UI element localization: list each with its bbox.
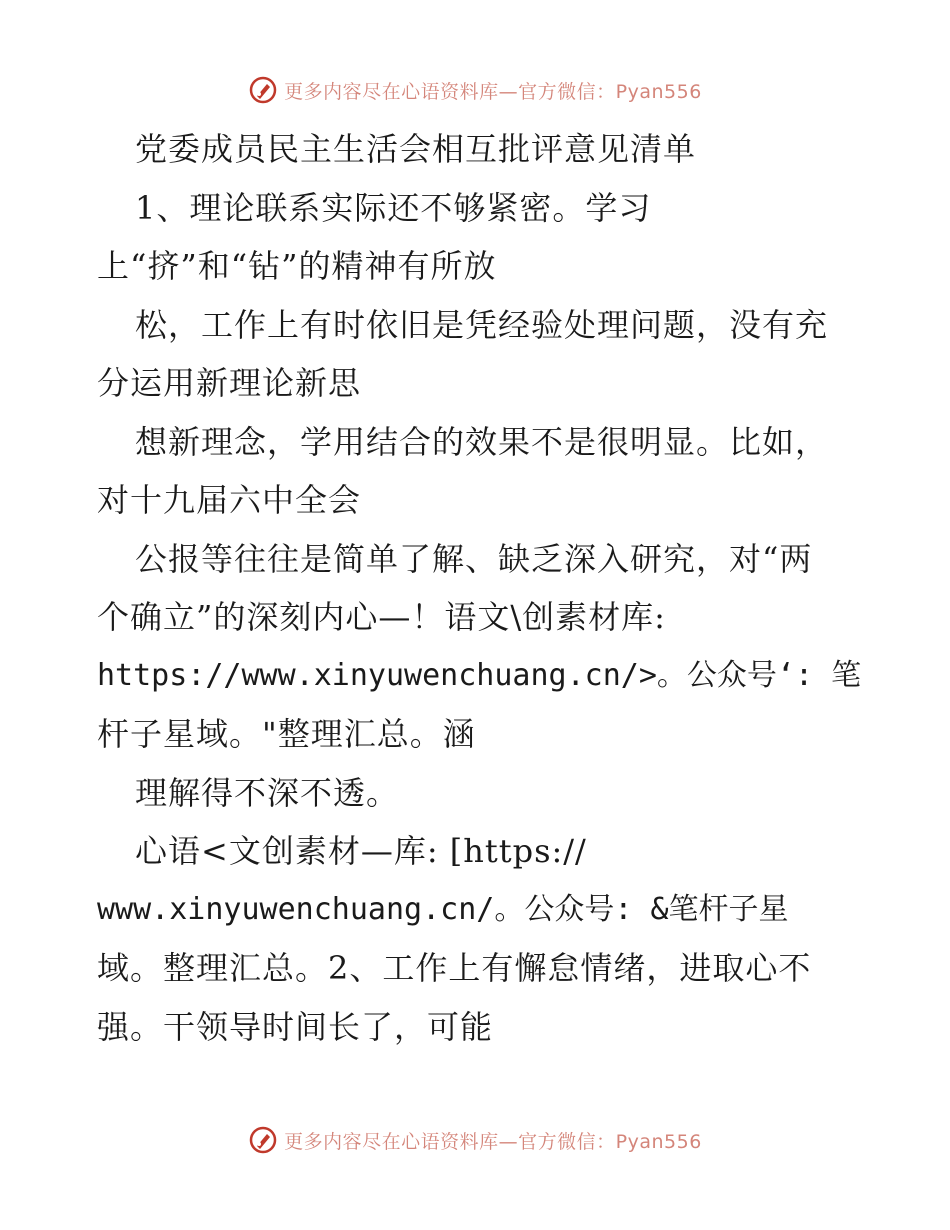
text-line: 强。干领导时间长了，可能 (97, 1007, 494, 1046)
watermark-text: 更多内容尽在心语资料库—官方微信：Pyan556 (284, 1130, 702, 1153)
text-line: 想新理念，学用结合的效果不是很明显。比如， (135, 422, 829, 461)
document-body (97, 120, 867, 1056)
text-line: 上“挤”和“钻”的精神有所放 (97, 247, 497, 285)
text-line: 心语<文创素材—库: [https:// (135, 832, 587, 870)
text-line: 分运用新理论新思 (97, 364, 362, 402)
text-line: 公报等往往是简单了解、缺乏深入研究，对“两 (135, 539, 813, 578)
text-line: 杆子星域。"整理汇总。涵 (97, 715, 476, 753)
text-line: 对十九届六中全会 (97, 481, 362, 519)
text-line: 1、理论联系实际还不够紧密。学习 (135, 188, 652, 227)
text-line: 理解得不深不透。 (135, 773, 400, 812)
text-line: 党委成员民主生活会相互批评意见清单 (135, 130, 697, 168)
pen-logo-icon (248, 75, 278, 105)
watermark-footer (0, 1120, 950, 1160)
text-line: www.xinyuwenchuang.cn/。公众号: &笔杆子星 (97, 891, 789, 927)
text-line: 个确立”的深刻内心—！语文\创素材库: (97, 598, 666, 636)
text-line: https://www.xinyuwenchuang.cn/>。公众号‘: 笔 (97, 657, 862, 693)
pen-logo-icon (248, 1125, 278, 1155)
watermark-text: 更多内容尽在心语资料库—官方微信：Pyan556 (284, 80, 702, 103)
watermark-header (0, 70, 950, 110)
text-line: 松，工作上有时依旧是凭经验处理问题，没有充 (135, 305, 829, 344)
text-line: 域。整理汇总。2、工作上有懈怠情绪，进取心不 (97, 949, 812, 987)
